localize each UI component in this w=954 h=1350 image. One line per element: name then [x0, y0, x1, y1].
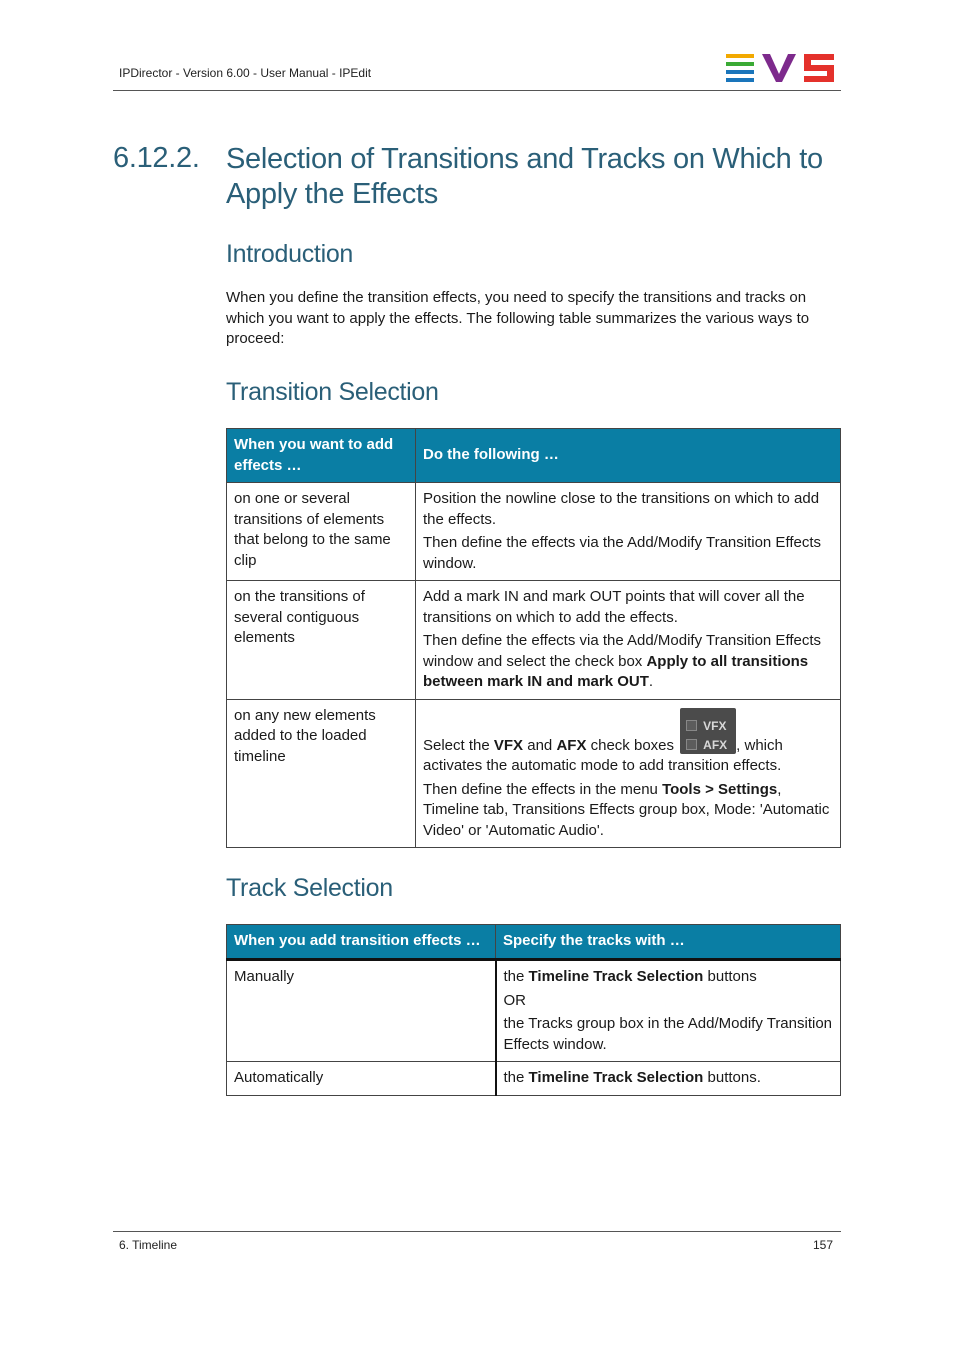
table-row [227, 960, 841, 1062]
table-row [227, 581, 841, 700]
table-row [227, 483, 841, 581]
cell-when: on any new elements added to the loaded timeline [227, 699, 416, 848]
column-header-when: When you add transition effects … [227, 925, 496, 960]
cell-paragraph: OR [503, 991, 526, 1009]
cell-specify [496, 960, 841, 1062]
vfx-afx-checkboxes-image: VFX AFX [680, 708, 736, 754]
bold-menu-path: Tools > Settings [662, 780, 778, 798]
introduction-paragraph: When you define the transition effects, you need to specify the transitions and tracks on which you want to apply the effects. The following table summarizes the various ways to proceed: [226, 289, 810, 347]
section-number: 6.12.2. [113, 142, 200, 174]
cell-paragraph: Add a mark IN and mark OUT points that will cover all the transitions on which to add the effects. [423, 588, 805, 626]
cell-paragraph: Select the VFX and AFX check boxes VFX AFX , which activates the automatic mode to add transition effects. [423, 706, 833, 777]
introduction-heading: Introduction [226, 240, 354, 268]
cell-do [416, 483, 841, 581]
checkbox-icon [686, 720, 697, 731]
cell-paragraph: the Timeline Track Selection buttons. [503, 1069, 761, 1086]
footer-chapter: 6. Timeline [119, 1238, 178, 1252]
cell-paragraph: the Tracks group box in the Add/Modify Transition Effects window. [503, 1015, 833, 1053]
transition-selection-heading: Transition Selection [226, 378, 439, 406]
cell-paragraph: the Timeline Track Selection buttons [503, 968, 757, 985]
cell-paragraph: Then define the effects in the menu Tools > Settings, Timeline tab, Transitions Effects group box, Mode: 'Automatic Video' or 'Automatic Audio'. [423, 780, 830, 839]
column-header-specify: Specify the tracks with … [496, 925, 841, 960]
table-header-row [227, 925, 841, 960]
column-header-do: Do the following … [416, 429, 841, 483]
checkbox-icon [686, 739, 697, 750]
table-row [227, 699, 841, 848]
header-rule [113, 90, 841, 91]
section-title: Selection of Transitions and Tracks on Which to Apply the Effects [226, 143, 823, 210]
cell-do [416, 581, 841, 700]
cell-specify [496, 1062, 841, 1096]
cell-when: Automatically [227, 1062, 496, 1096]
running-header: IPDirector - Version 6.00 - User Manual - IPEdit [119, 66, 372, 80]
cell-paragraph: Then define the effects via the Add/Modify Transition Effects window. [423, 534, 822, 572]
track-selection-table [226, 924, 841, 1096]
track-selection-heading: Track Selection [226, 874, 393, 902]
cell-paragraph: Position the nowline close to the transitions on which to add the effects. [423, 490, 820, 528]
page-number: 157 [812, 1238, 833, 1252]
cell-when: Manually [227, 960, 496, 1062]
footer-rule [113, 1231, 841, 1232]
cell-paragraph: Then define the effects via the Add/Modify Transition Effects window and select the check box Apply to all transitions between mark IN and mark OUT. [423, 632, 822, 690]
cell-when: on one or several transitions of elements that belong to the same clip [227, 483, 416, 581]
cell-do [416, 699, 841, 848]
column-header-when: When you want to add effects … [227, 429, 416, 483]
bold-option-name: Apply to all transitions between mark IN and mark OUT [423, 652, 809, 690]
transition-selection-table [226, 428, 841, 848]
table-row [227, 1062, 841, 1096]
evs-logo [726, 54, 834, 82]
table-header-row [227, 429, 841, 483]
cell-when: on the transitions of several contiguous elements [227, 581, 416, 700]
